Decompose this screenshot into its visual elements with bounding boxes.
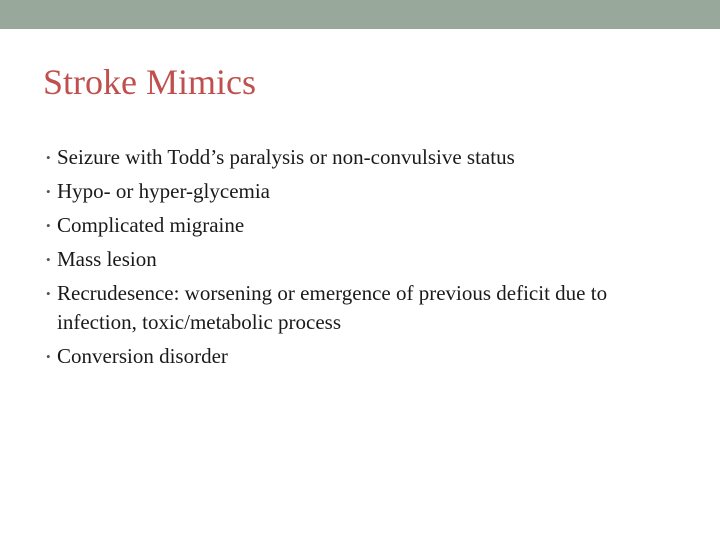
list-item: [46, 342, 686, 371]
list-item: [46, 177, 686, 206]
list-item: [46, 279, 686, 337]
list-item: [46, 143, 686, 172]
top-decorative-band: [0, 0, 720, 29]
bullet-icon: •: [46, 184, 51, 199]
bullet-icon: •: [46, 286, 51, 301]
slide-title: Stroke Mimics: [43, 62, 256, 102]
bullet-text: Conversion disorder: [57, 344, 228, 368]
bullet-icon: •: [46, 349, 51, 364]
bullet-text: Mass lesion: [57, 247, 157, 271]
bullet-text: Recrudesence: worsening or emergence of previous deficit due to infection, toxic/metabolic process: [57, 281, 608, 334]
bullet-text: Seizure with Todd’s paralysis or non-convulsive status: [57, 145, 515, 169]
bullet-icon: •: [46, 252, 51, 267]
list-item: [46, 245, 686, 274]
bullet-icon: •: [46, 150, 51, 165]
list-item: [46, 211, 686, 240]
bullet-text: Hypo- or hyper-glycemia: [57, 179, 271, 203]
bullet-text: Complicated migraine: [57, 213, 245, 237]
bullet-list: [46, 143, 686, 376]
bullet-icon: •: [46, 218, 51, 233]
